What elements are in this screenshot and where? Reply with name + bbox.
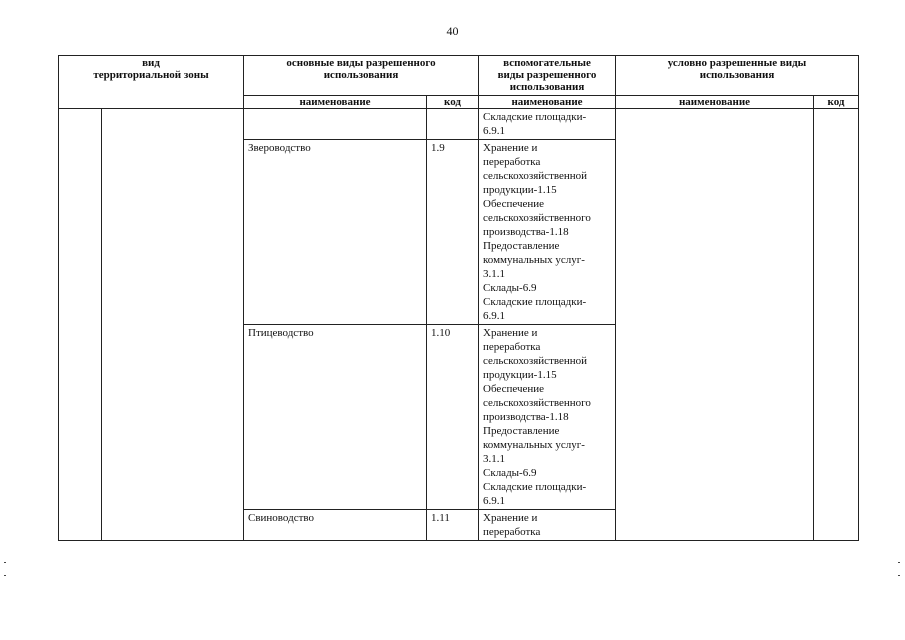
main-use-name: Птицеводство [244,325,427,510]
main-use-code: 1.9 [427,140,479,325]
conditional-code-subheader: код [814,96,859,109]
conditional-use-name-cell [616,109,814,541]
main-code-subheader: код [427,96,479,109]
main-uses-header: основные виды разрешенного использования [244,56,479,96]
main-use-name: Свиноводство [244,510,427,541]
main-use-code [427,109,479,140]
aux-uses-list: Хранение и переработка [479,510,616,541]
main-use-code: 1.10 [427,325,479,510]
aux-uses-list: Хранение и переработка сельскохозяйственной продукции-1.15 Обеспечение сельскохозяйственного производства-1.18 Предоставление коммунальных услуг- 3.1.1 Склады-6.9 Складские площадки- 6.9.1 [479,325,616,510]
aux-uses-header: вспомогательные виды разрешенного использования [479,56,616,96]
conditional-uses-header: условно разрешенные виды использования [616,56,859,96]
scan-edge-mark [898,562,900,563]
scan-edge-mark [4,575,6,576]
main-use-name: Звероводство [244,140,427,325]
page-number: 40 [446,24,459,38]
main-use-name [244,109,427,140]
zone-name-cell [102,109,244,541]
main-use-code: 1.11 [427,510,479,541]
scan-edge-mark [898,575,900,576]
aux-uses-list: Складские площадки- 6.9.1 [479,109,616,140]
land-use-table [58,55,859,541]
conditional-use-code-cell [814,109,859,541]
aux-name-subheader: наименование [479,96,616,109]
conditional-name-subheader: наименование [616,96,814,109]
table-row [59,109,859,140]
zone-spacer-cell [59,109,102,541]
main-name-subheader: наименование [244,96,427,109]
zone-type-header: вид территориальной зоны [59,56,244,109]
scan-edge-mark [4,562,6,563]
aux-uses-list: Хранение и переработка сельскохозяйственной продукции-1.15 Обеспечение сельскохозяйственного производства-1.18 Предоставление коммунальных услуг- 3.1.1 Склады-6.9 Складские площадки- 6.9.1 [479,140,616,325]
